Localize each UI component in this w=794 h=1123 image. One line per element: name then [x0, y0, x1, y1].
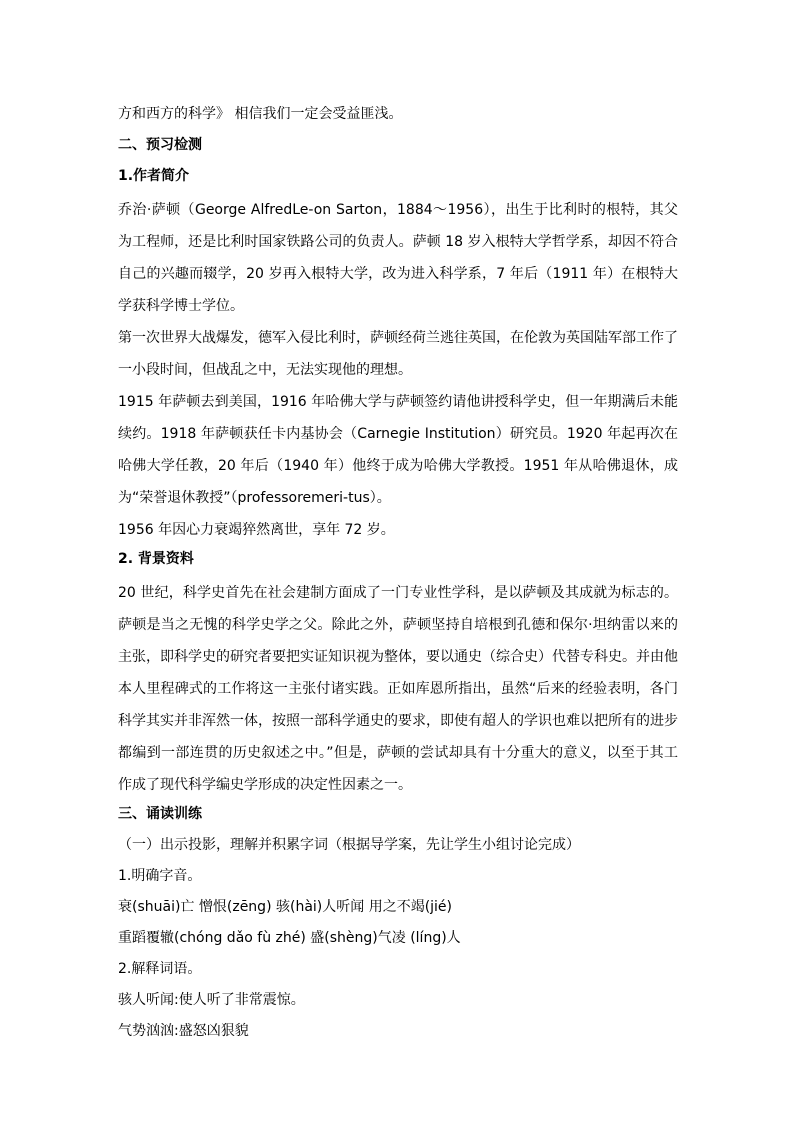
- definition-line-2: 气势汹汹:盛怒凶狠貌: [118, 1023, 249, 1039]
- author-bio-paragraph-3: 1915 年萨顿去到美国，1916 年哈佛大学与萨顿签约请他讲授科学史，但一年期满后未能续约。1918 年萨顿获任卡内基协会（Carnegie Institution）研究员。1920 年起再次在哈佛大学任教，20 年后（1940 年）他终于成为哈佛大学教授。1951 年从哈佛退休，成为“荣誉退休教授”（professoremeri-tus）。: [118, 394, 678, 506]
- author-bio-paragraph-1: 乔治·萨顿（George AlfredLe-on Sarton，1884～1956），出生于比利时的根特，其父为工程师，还是比利时国家铁路公司的负责人。萨顿 18 岁入根特大学哲学系，却因不符合自己的兴趣而辍学，20 岁再入根特大学，改为进入科学系，7 年后（1911 年）在根特大学获科学博士学位。: [118, 202, 678, 314]
- item-definitions-title: 2.解释词语。: [118, 961, 202, 977]
- section-heading-preview-check: 二、预习检测: [118, 137, 202, 153]
- item-pronunciation-title: 1.明确字音。: [118, 868, 202, 884]
- drill-intro-line: （一）出示投影，理解并积累字词（根据导学案，先让学生小组讨论完成）: [118, 837, 580, 853]
- section-heading-recitation: 三、诵读训练: [118, 806, 202, 822]
- document-body: [118, 101, 678, 1049]
- author-bio-paragraph-2: 第一次世界大战爆发，德军入侵比利时，萨顿经荷兰逃往英国，在伦敦为英国陆军部工作了一小段时间，但战乱之中，无法实现他的理想。: [118, 330, 678, 378]
- background-paragraph: 20 世纪，科学史首先在社会建制方面成了一门专业性学科，是以萨顿及其成就为标志的。萨顿是当之无愧的科学史学之父。除此之外，萨顿坚持自培根到孔德和保尔·坦纳雷以来的主张，即科学史的研究者要把实证知识视为整体，要以通史（综合史）代替专科史。并由他本人里程碑式的工作将这一主张付诸实践。正如库恩所指出，虽然“后来的经验表明，各门科学其实并非浑然一体，按照一部科学通史的要求，即使有超人的学识也难以把所有的进步都编到一部连贯的历史叙述之中。”但是，萨顿的尝试却具有十分重大的意义，以至于其工作成了现代科学编史学形成的决定性因素之一。: [118, 585, 678, 793]
- definition-line-1: 骇人听闻:使人听了非常震惊。: [118, 992, 305, 1008]
- pronunciation-line-2: 重蹈覆辙(chóng dǎo fù zhé) 盛(shèng)气凌 (líng)人: [118, 930, 461, 946]
- author-bio-paragraph-4: 1956 年因心力衰竭猝然离世，享年 72 岁。: [118, 522, 395, 538]
- intro-line: 方和西方的科学》 相信我们一定会受益匪浅。: [118, 106, 403, 122]
- subheading-background: 2. 背景资料: [118, 551, 194, 567]
- pronunciation-line-1: 衰(shuāi)亡 憎恨(zēng) 骇(hài)人听闻 用之不竭(jié): [118, 899, 453, 915]
- subheading-author-intro: 1.作者简介: [118, 168, 190, 184]
